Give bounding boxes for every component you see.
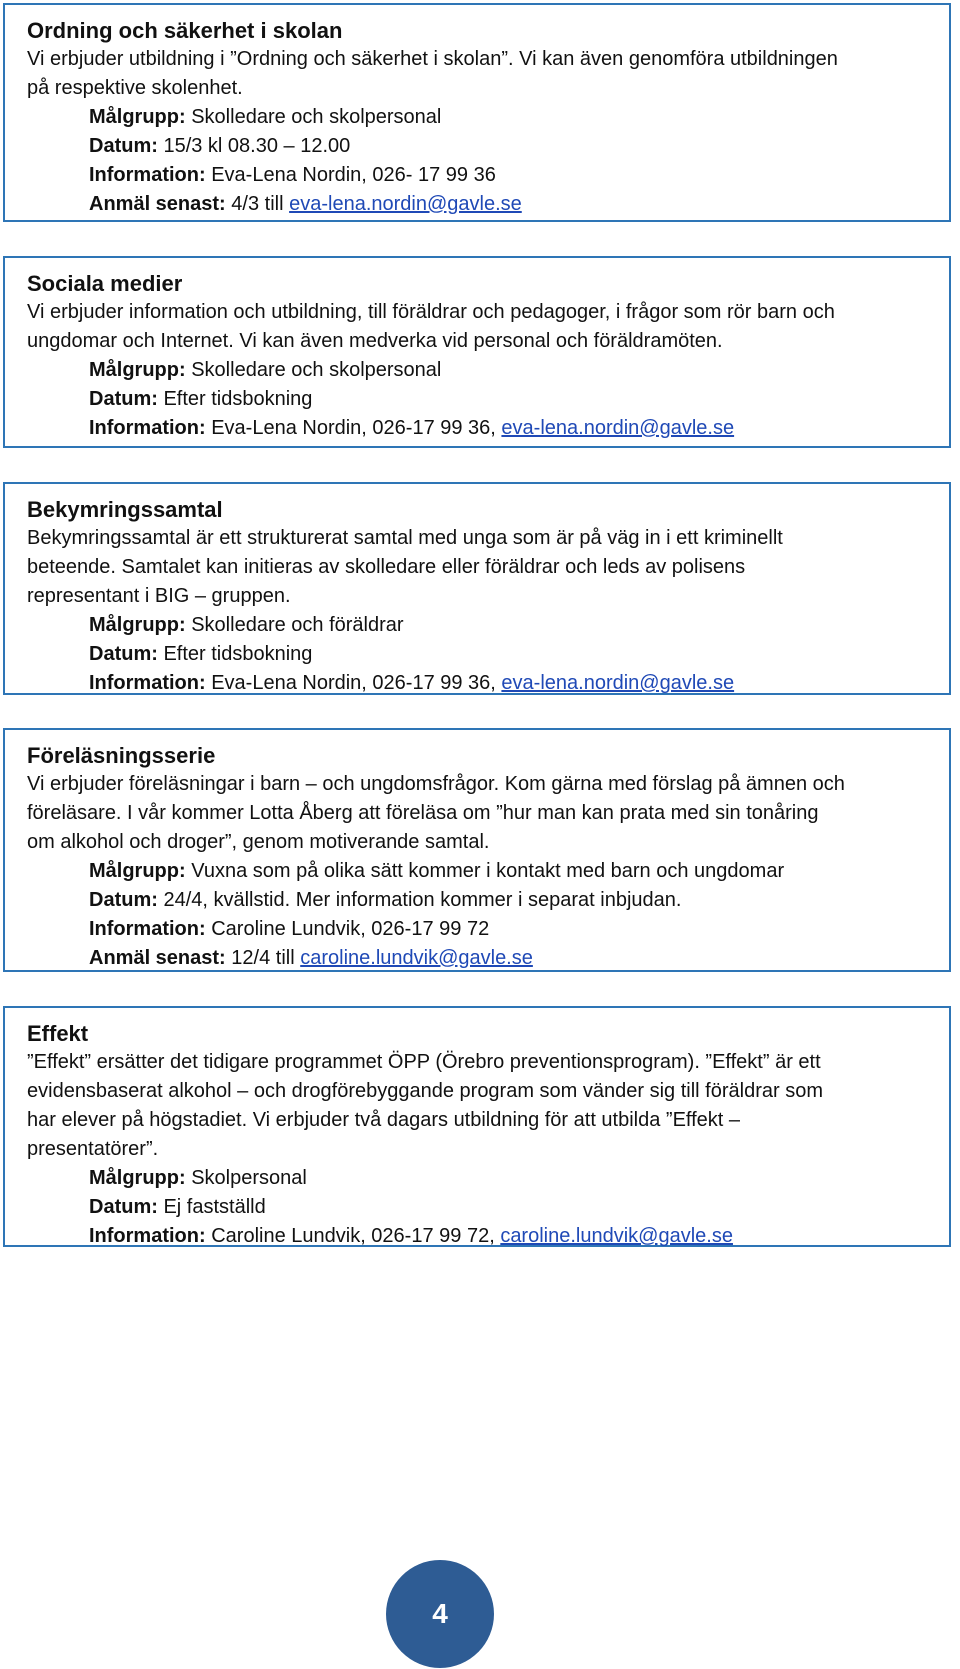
malgrupp-row: Målgrupp: Skolledare och skolpersonal [89,359,442,381]
email-link[interactable]: caroline.lundvik@gavle.se [300,947,533,969]
body-line: ungdomar och Internet. Vi kan även medverka vid personal och föräldramöten. [27,330,723,352]
datum-row: Datum: Efter tidsbokning [89,388,313,410]
information-row: Information: Eva-Lena Nordin, 026-17 99 36, eva-lena.nordin@gavle.se [89,417,735,439]
body-line: på respektive skolenhet. [27,77,243,99]
body-line: representant i BIG – gruppen. [27,585,291,607]
information-row: Information: Caroline Lundvik, 026-17 99 72, caroline.lundvik@gavle.se [89,1225,733,1247]
section-effekt [3,1006,951,1247]
body-line: Vi erbjuder föreläsningar i barn – och ungdomsfrågor. Kom gärna med förslag på ämnen och [27,773,845,795]
body-line: föreläsare. I vår kommer Lotta Åberg att föreläsa om ”hur man kan prata med sin tonåring [27,802,819,824]
body-line: ”Effekt” ersätter det tidigare programmet ÖPP (Örebro preventionsprogram). ”Effekt” är ett [27,1051,821,1073]
email-link[interactable]: caroline.lundvik@gavle.se [500,1225,733,1247]
information-row: Information: Caroline Lundvik, 026-17 99 72 [89,918,490,940]
section-title: Föreläsningsserie [27,743,216,768]
malgrupp-row: Målgrupp: Skolpersonal [89,1167,307,1189]
malgrupp-row: Målgrupp: Skolledare och föräldrar [89,614,404,636]
anmal-row: Anmäl senast: 12/4 till caroline.lundvik@gavle.se [89,947,533,969]
section-bekymringssamtal [3,482,951,695]
email-link[interactable]: eva-lena.nordin@gavle.se [501,672,735,694]
body-line: beteende. Samtalet kan initieras av skolledare eller föräldrar och leds av polisens [27,556,746,578]
body-line: har elever på högstadiet. Vi erbjuder två dagars utbildning för att utbilda ”Effekt – [27,1109,741,1131]
information-row: Information: Eva-Lena Nordin, 026-17 99 36, eva-lena.nordin@gavle.se [89,672,735,694]
email-link[interactable]: eva-lena.nordin@gavle.se [289,193,522,215]
datum-row: Datum: 24/4, kvällstid. Mer information kommer i separat inbjudan. [89,889,682,911]
datum-row: Datum: 15/3 kl 08.30 – 12.00 [89,135,351,157]
datum-row: Datum: Efter tidsbokning [89,643,313,665]
datum-row: Datum: Ej fastställd [89,1196,266,1218]
information-row: Information: Eva-Lena Nordin, 026- 17 99 36 [89,164,496,186]
page-number: 4 [386,1560,494,1668]
body-line: evidensbaserat alkohol – och drogförebyggande program som vänder sig till föräldrar som [27,1080,823,1102]
section-title: Bekymringssamtal [27,497,223,522]
malgrupp-row: Målgrupp: Vuxna som på olika sätt kommer i kontakt med barn och ungdomar [89,860,785,882]
body-line: Vi erbjuder utbildning i ”Ordning och säkerhet i skolan”. Vi kan även genomföra utbildningen [27,48,838,70]
section-title: Sociala medier [27,271,183,296]
section-title: Ordning och säkerhet i skolan [27,18,343,43]
anmal-row: Anmäl senast: 4/3 till eva-lena.nordin@gavle.se [89,193,522,215]
section-sociala-medier [3,256,951,448]
body-line: presentatörer”. [27,1138,159,1160]
body-line: om alkohol och droger”, genom motiverande samtal. [27,831,490,853]
malgrupp-row: Målgrupp: Skolledare och skolpersonal [89,106,442,128]
body-line: Vi erbjuder information och utbildning, till föräldrar och pedagoger, i frågor som rör barn och [27,301,835,323]
body-line: Bekymringssamtal är ett strukturerat samtal med unga som är på väg in i ett kriminellt [27,527,783,549]
email-link[interactable]: eva-lena.nordin@gavle.se [501,417,735,439]
section-forelasningsserie [3,728,951,972]
section-title: Effekt [27,1021,89,1046]
section-ordning-sakerhet [3,3,951,222]
